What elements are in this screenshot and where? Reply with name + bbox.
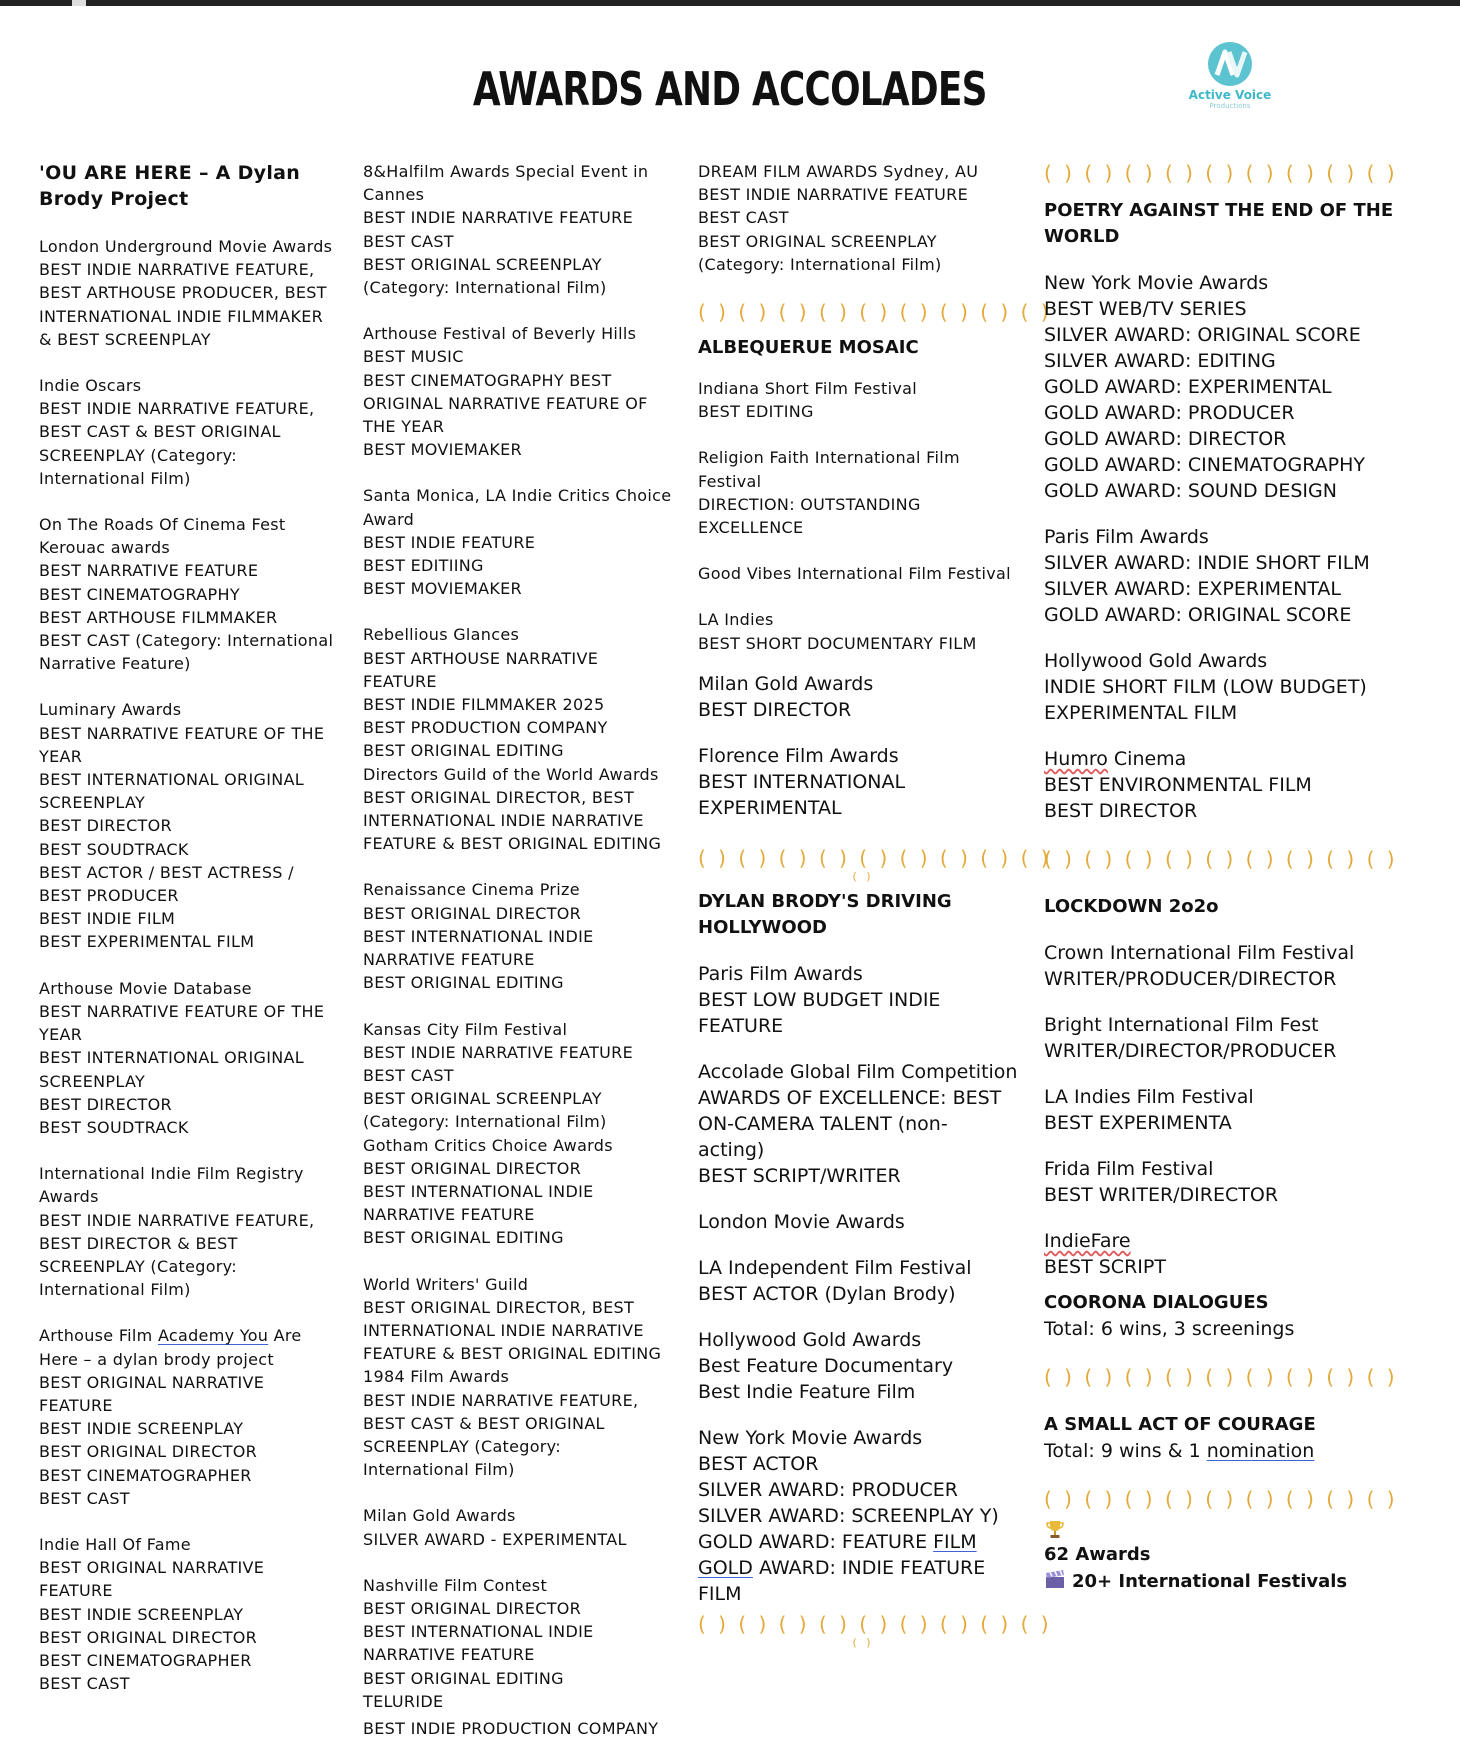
text-line — [698, 1555, 1028, 1581]
text-line: BEST ENVIRONMENTAL FILM — [1044, 774, 1312, 796]
text-line: Santa Monica, LA Indie Critics Choice — [363, 486, 672, 506]
nomination-link[interactable]: nomination — [1206, 1440, 1315, 1462]
column-poetry-lockdown — [1044, 160, 1398, 1595]
text-line: BEST CINEMATOGRAPHER — [39, 1650, 252, 1670]
text-line: FEATURE — [39, 1581, 113, 1601]
text-line: POETRY AGAINST THE END OF THE — [1044, 200, 1394, 221]
text-line: Good Vibes International Film Festival — [698, 564, 1011, 584]
text-line: BEST CAST — [39, 1674, 130, 1694]
text-line: BEST EDITING — [698, 402, 814, 422]
text-line: BEST ARTHOUSE FILMMAKER — [39, 607, 278, 627]
text-line: BEST EXPERIMENTA — [1044, 1112, 1232, 1134]
text-line: BEST ORIGINAL EDITING — [363, 1668, 564, 1688]
text-line: BEST INDIE FILMMAKER 2025 — [363, 695, 605, 715]
award-block — [698, 608, 1028, 654]
text-line: International Film) — [39, 1280, 191, 1300]
text-fragment: Are — [268, 1326, 302, 1346]
text-line: BEST ORIGINAL DIRECTOR — [363, 1158, 582, 1178]
text-line: BEST INDIE SCREENPLAY — [39, 1419, 244, 1439]
text-line: BEST INTERNATIONAL ORIGINAL — [39, 1048, 304, 1068]
award-block — [363, 322, 683, 461]
award-block — [1044, 1156, 1384, 1208]
text-line: 'OU ARE HERE – A Dylan — [39, 162, 301, 184]
award-block — [698, 1059, 1028, 1189]
laurel-divider: ( ) ( ) ( ) ( ) ( ) ( ) ( ) ( ) ( ) — [698, 1611, 1052, 1636]
text-line: 1984 Film Awards — [363, 1367, 510, 1387]
text-line: FEATURE & BEST ORIGINAL EDITING — [363, 834, 662, 854]
text-line: BEST INDIE FILM — [39, 909, 176, 929]
text-line: SILVER AWARD: ORIGINAL SCORE — [1044, 324, 1361, 346]
window-top-bar — [0, 0, 1460, 6]
award-block — [363, 1574, 683, 1740]
text-line: YEAR — [39, 1025, 83, 1045]
active-voice-logo — [1180, 40, 1280, 122]
award-block — [363, 623, 683, 855]
text-line: BEST LOW BUDGET INDIE — [698, 988, 941, 1011]
text-line: FEATURE & BEST ORIGINAL EDITING — [363, 1344, 662, 1364]
logo-subtext: Productions — [1209, 102, 1251, 110]
text-line: GOLD AWARD: EXPERIMENTAL — [1044, 376, 1332, 398]
award-block — [1044, 1084, 1384, 1136]
laurel-divider: ( ) ( ) ( ) ( ) ( ) ( ) ( ) ( ) ( ) — [1044, 1487, 1398, 1511]
text-line: BEST INDIE NARRATIVE FEATURE, — [39, 260, 315, 280]
text-line: Festival — [698, 471, 762, 491]
text-line: BEST ORIGINAL DIRECTOR — [39, 1627, 258, 1647]
award-block — [698, 446, 1028, 539]
text-line: (Category: International Film) — [363, 278, 607, 298]
text-line: INDIE SHORT FILM (LOW BUDGET) — [1044, 676, 1367, 698]
text-fragment: Cinema — [1107, 748, 1187, 770]
project-heading — [39, 160, 349, 212]
text-line: SCREENPLAY — [39, 793, 146, 813]
text-line: Arthouse Movie Database — [39, 978, 252, 998]
text-line: Milan Gold Awards — [363, 1506, 516, 1526]
text-line: BEST MUSIC — [363, 347, 464, 367]
text-line: London Underground Movie Awards — [39, 237, 333, 256]
award-block — [698, 961, 1028, 1039]
text-line: BEST NARRATIVE FEATURE OF THE — [39, 723, 325, 743]
award-block — [39, 235, 349, 351]
text-line: ON-CAMERA TALENT (non- — [698, 1112, 948, 1135]
text-line: SILVER AWARD: EXPERIMENTAL — [1044, 578, 1341, 600]
text-line: International Indie Film Registry — [39, 1164, 304, 1184]
award-block — [698, 671, 1028, 723]
text-line: Crown International Film Festival — [1044, 942, 1355, 964]
award-block — [363, 1273, 683, 1482]
text-line: acting) — [698, 1138, 765, 1161]
text-line: SILVER AWARD: EDITING — [1044, 350, 1276, 372]
text-line: & BEST SCREENPLAY — [39, 329, 211, 349]
text-line: GOLD AWARD: ORIGINAL SCORE — [1044, 604, 1352, 626]
text-line: International Film) — [39, 468, 191, 488]
total-text: Total: 6 wins, 3 screenings — [1044, 1318, 1295, 1340]
text-line: Hollywood Gold Awards — [1044, 650, 1268, 672]
text-line: FILM — [698, 1582, 742, 1605]
text-line: NARRATIVE FEATURE — [363, 1645, 535, 1665]
text-line: New York Movie Awards — [698, 1426, 923, 1449]
text-line: International Film) — [363, 1460, 515, 1480]
text-line: INTERNATIONAL INDIE FILMMAKER — [39, 306, 324, 326]
text-line: BEST INDIE NARRATIVE FEATURE — [363, 208, 633, 228]
award-block — [363, 484, 683, 600]
text-fragment: 20+ International Festivals — [1072, 1571, 1348, 1592]
text-line: BEST CINEMATOGRAPHER — [39, 1465, 252, 1485]
text-line: BEST SOUDTRACK — [39, 1117, 189, 1137]
laurel-divider: ( ) ( ) ( ) ( ) ( ) ( ) ( ) ( ) ( ) — [1044, 1365, 1398, 1389]
text-line: Luminary Awards — [39, 700, 182, 720]
section-heading: LOCKDOWN 2o2o — [1044, 896, 1219, 917]
text-line: BEST ACTOR — [698, 1452, 819, 1475]
text-fragment: Arthouse Film — [39, 1326, 158, 1346]
text-line: WORLD — [1044, 226, 1120, 247]
laurel-divider-small: ( ) — [852, 869, 874, 883]
text-line: SCREENPLAY — [39, 1071, 146, 1091]
text-line: Religion Faith International Film — [698, 448, 960, 468]
text-line: BEST CAST — [39, 1488, 130, 1508]
text-line: Paris Film Awards — [1044, 526, 1209, 548]
text-line: Kansas City Film Festival — [363, 1019, 568, 1039]
text-line: EXPERIMENTAL — [698, 796, 842, 819]
text-line: BEST MOVIEMAKER — [363, 579, 522, 599]
text-line: BEST INDIE NARRATIVE FEATURE — [363, 1042, 633, 1062]
text-line: BEST DIRECTOR — [39, 1094, 172, 1114]
award-block — [39, 1162, 349, 1301]
text-line: BEST INDIE NARRATIVE FEATURE — [698, 185, 968, 205]
section-heading: ALBEQUERUE MOSAIC — [698, 337, 919, 359]
text-line: BEST ORIGINAL DIRECTOR — [39, 1442, 258, 1462]
text-line: BEST INTERNATIONAL INDIE — [363, 926, 594, 946]
text-line: Nashville Film Contest — [363, 1575, 548, 1595]
award-block — [39, 977, 349, 1139]
award-block — [363, 1504, 683, 1550]
text-line: BEST WRITER/DIRECTOR — [1044, 1184, 1279, 1206]
text-line: BEST INDIE SCREENPLAY — [39, 1604, 244, 1624]
text-line: FEATURE — [363, 671, 437, 691]
text-line: LA Indies — [698, 610, 774, 630]
academy-link[interactable]: Academy You — [157, 1326, 269, 1346]
award-block — [698, 743, 1028, 821]
text-line: BEST ARTHOUSE PRODUCER, BEST — [39, 283, 327, 303]
text-line: BEST INTERNATIONAL INDIE — [363, 1181, 594, 1201]
text-line: Rebellious Glances — [363, 625, 520, 645]
text-line: Indie Hall Of Fame — [39, 1534, 191, 1554]
award-block — [363, 1018, 683, 1250]
text-line: BEST EDITIING — [363, 556, 484, 576]
text-line: BEST NARRATIVE FEATURE OF THE — [39, 1001, 325, 1021]
text-line: NARRATIVE FEATURE — [363, 1205, 535, 1225]
text-line: BEST DIRECTOR — [698, 698, 852, 721]
text-line: BEST ORIGINAL EDITING — [363, 741, 564, 761]
text-line: London Movie Awards — [698, 1210, 905, 1233]
section-heading: COORONA DIALOGUES — [1044, 1292, 1269, 1313]
text-line: BEST NARRATIVE FEATURE — [39, 561, 259, 581]
text-line: Here – a dylan brody project — [39, 1349, 274, 1369]
text-line: Brody Project — [39, 188, 189, 210]
text-line: BEST EXPERIMENTAL FILM — [39, 932, 255, 952]
text-line: BEST CINEMATOGRAPHY — [39, 584, 240, 604]
award-block — [698, 377, 1028, 423]
text-line: ORIGINAL NARRATIVE FEATURE OF — [363, 393, 648, 413]
text-line: LA Indies Film Festival — [1044, 1086, 1254, 1108]
festivals-count-row — [1044, 1568, 1384, 1595]
award-block — [1044, 1228, 1384, 1280]
text-line: BEST SHORT DOCUMENTARY FILM — [698, 633, 977, 653]
text-line: SILVER AWARD: INDIE SHORT FILM — [1044, 552, 1370, 574]
text-line: BEST ORIGINAL SCREENPLAY — [363, 1089, 602, 1109]
text-line: Florence Film Awards — [698, 744, 899, 767]
text-fragment: GOLD AWARD: FEATURE — [698, 1530, 934, 1553]
text-line: GOLD AWARD: CINEMATOGRAPHY — [1044, 454, 1365, 476]
award-block — [1044, 524, 1384, 628]
awards-count: 62 Awards — [1044, 1544, 1151, 1565]
text-line: AWARDS OF EXCELLENCE: BEST — [698, 1086, 1002, 1109]
text-line: FEATURE — [39, 1395, 113, 1415]
text-line: Accolade Global Film Competition — [698, 1060, 1018, 1083]
text-line: BEST INTERNATIONAL INDIE — [363, 1622, 594, 1642]
text-line: THE YEAR — [363, 417, 445, 437]
column-albuquerque-driving — [698, 160, 1052, 1649]
text-line: BEST CAST (Category: International — [39, 631, 334, 651]
text-line — [39, 1324, 349, 1347]
text-line: BEST CAST — [698, 208, 789, 228]
award-block — [698, 1255, 1028, 1307]
text-line: BEST CINEMATOGRAPHY BEST — [363, 370, 612, 390]
logo-text: Active Voice — [1188, 88, 1272, 102]
text-line: BEST ACTOR / BEST ACTRESS / — [39, 862, 294, 882]
text-line: Paris Film Awards — [698, 962, 863, 985]
text-line: Arthouse Festival of Beverly Hills — [363, 324, 637, 344]
text-line: TELURIDE — [363, 1691, 444, 1711]
text-line: BEST ORIGINAL SCREENPLAY — [698, 231, 937, 251]
award-block — [39, 374, 349, 490]
text-line — [1044, 746, 1384, 772]
text-line: BEST CAST — [363, 1065, 454, 1085]
gold-link[interactable]: GOLD — [698, 1556, 753, 1579]
award-block — [698, 562, 1028, 585]
text-line: BEST ORIGINAL EDITING — [363, 973, 564, 993]
section-heading — [1044, 198, 1394, 250]
text-line: NARRATIVE FEATURE — [363, 950, 535, 970]
text-line: YEAR — [39, 746, 83, 766]
text-line: Frida Film Festival — [1044, 1158, 1214, 1180]
award-block — [39, 1324, 349, 1510]
laurel-divider: ( ) ( ) ( ) ( ) ( ) ( ) ( ) ( ) ( ) — [1044, 847, 1398, 871]
text-line: BEST ACTOR (Dylan Brody) — [698, 1282, 956, 1305]
award-block — [39, 513, 349, 675]
award-block — [1044, 648, 1384, 726]
text-line: BEST SCRIPT — [1044, 1256, 1166, 1278]
text-line: BEST CAST & BEST ORIGINAL — [39, 422, 281, 442]
column-festivals — [363, 160, 683, 1740]
text-line: Award — [363, 509, 415, 529]
laurel-divider: ( ) ( ) ( ) ( ) ( ) ( ) ( ) ( ) ( ) — [698, 845, 1052, 870]
award-block — [698, 160, 1028, 276]
text-line: Milan Gold Awards — [698, 672, 874, 695]
section-heading: A SMALL ACT OF COURAGE — [1044, 1414, 1316, 1435]
text-line: BEST SOUDTRACK — [39, 839, 189, 859]
text-line: BEST INTERNATIONAL ORIGINAL — [39, 770, 304, 790]
text-line: Best Feature Documentary — [698, 1354, 954, 1377]
text-line: BEST ORIGINAL NARRATIVE — [39, 1372, 265, 1392]
text-line: BEST MOVIEMAKER — [363, 440, 522, 460]
text-line: BEST ORIGINAL DIRECTOR — [363, 903, 582, 923]
window-tab[interactable] — [72, 0, 86, 6]
text-line: BEST CAST — [363, 231, 454, 251]
column-you-are-here — [39, 160, 349, 1718]
text-line: BEST ARTHOUSE NARRATIVE — [363, 648, 599, 668]
laurel-divider: ( ) ( ) ( ) ( ) ( ) ( ) ( ) ( ) ( ) — [698, 300, 1052, 325]
text-line: EXPERIMENTAL FILM — [1044, 702, 1238, 724]
film-link[interactable]: FILM — [933, 1530, 977, 1553]
text-line: BEST INDIE PRODUCTION COMPANY — [363, 1718, 659, 1738]
text-line: BEST INDIE NARRATIVE FEATURE, — [39, 1210, 315, 1230]
text-line: WRITER/DIRECTOR/PRODUCER — [1044, 1040, 1337, 1062]
humro-name: Humro — [1044, 748, 1108, 770]
text-line — [1044, 1228, 1384, 1254]
award-block — [363, 878, 683, 994]
active-voice-logo-icon — [1206, 40, 1254, 88]
award-block — [698, 1425, 1028, 1607]
award-block — [1044, 270, 1384, 504]
text-line: 8&Halfilm Awards Special Event in — [363, 162, 649, 181]
text-line: BEST INTERNATIONAL — [698, 770, 906, 793]
clapperboard-icon — [1044, 1568, 1066, 1590]
indiefare-name: IndieFare — [1044, 1230, 1131, 1252]
text-line: Bright International Film Fest — [1044, 1014, 1319, 1036]
page-title: AWARDS AND ACCOLADES — [472, 62, 987, 116]
text-fragment: AWARD: INDIE FEATURE — [752, 1556, 986, 1579]
text-line: BEST ORIGINAL SCREENPLAY — [363, 254, 602, 274]
text-line: INTERNATIONAL INDIE NARRATIVE — [363, 1320, 644, 1340]
laurel-divider-small: ( ) — [852, 1635, 874, 1649]
text-line: DYLAN BRODY'S DRIVING — [698, 890, 952, 912]
text-line: BEST DIRECTOR — [39, 816, 172, 836]
award-block — [363, 160, 683, 299]
text-line: Kerouac awards — [39, 538, 171, 558]
total-text — [1044, 1438, 1384, 1464]
text-line: SCREENPLAY (Category: — [39, 1256, 237, 1276]
text-line: SCREENPLAY (Category: — [363, 1436, 561, 1456]
text-line: Awards — [39, 1187, 99, 1207]
award-block — [698, 1327, 1028, 1405]
award-block — [39, 698, 349, 953]
text-line: WRITER/PRODUCER/DIRECTOR — [1044, 968, 1337, 990]
text-line: EXCELLENCE — [698, 518, 804, 538]
text-line: BEST PRODUCTION COMPANY — [363, 718, 608, 738]
text-line: SILVER AWARD: SCREENPLAY Y) — [698, 1504, 999, 1527]
text-line: BEST DIRECTOR & BEST — [39, 1233, 238, 1253]
laurel-divider: ( ) ( ) ( ) ( ) ( ) ( ) ( ) ( ) ( ) — [1044, 161, 1398, 185]
section-heading — [698, 889, 1028, 941]
text-line: BEST WEB/TV SERIES — [1044, 298, 1247, 320]
text-line: On The Roads Of Cinema Fest — [39, 515, 286, 535]
text-line: SCREENPLAY (Category: — [39, 445, 237, 465]
text-line: BEST ORIGINAL NARRATIVE — [39, 1558, 265, 1578]
award-block — [1044, 1012, 1384, 1064]
text-line: BEST SCRIPT/WRITER — [698, 1164, 901, 1187]
text-line: GOLD AWARD: SOUND DESIGN — [1044, 480, 1337, 502]
text-line — [698, 1529, 1028, 1555]
text-line: Narrative Feature) — [39, 654, 191, 674]
text-line: Gotham Critics Choice Awards — [363, 1135, 613, 1155]
text-line: HOLLYWOOD — [698, 916, 827, 938]
text-line: GOLD AWARD: PRODUCER — [1044, 402, 1295, 424]
text-line: BEST INDIE NARRATIVE FEATURE, — [363, 1390, 639, 1410]
text-line: Indiana Short Film Festival — [698, 379, 917, 399]
text-line: BEST ORIGINAL DIRECTOR, BEST — [363, 1297, 635, 1317]
text-line: (Category: International Film) — [363, 1112, 607, 1132]
text-line: Best Indie Feature Film — [698, 1380, 916, 1403]
text-line: DREAM FILM AWARDS Sydney, AU — [698, 162, 979, 181]
text-line: SILVER AWARD: PRODUCER — [698, 1478, 959, 1501]
text-line: Directors Guild of the World Awards — [363, 764, 659, 784]
text-line: World Writers' Guild — [363, 1274, 529, 1294]
text-line: BEST PRODUCER — [39, 886, 179, 906]
award-block — [698, 1209, 1028, 1235]
text-line: GOLD AWARD: DIRECTOR — [1044, 428, 1287, 450]
text-line: BEST ORIGINAL DIRECTOR — [363, 1598, 582, 1618]
text-line: BEST ORIGINAL DIRECTOR, BEST — [363, 787, 635, 807]
award-block — [1044, 746, 1384, 824]
text-line: BEST CAST & BEST ORIGINAL — [363, 1413, 605, 1433]
award-block — [1044, 940, 1384, 992]
text-line: LA Independent Film Festival — [698, 1256, 972, 1279]
text-line: BEST DIRECTOR — [1044, 800, 1198, 822]
award-block — [39, 1533, 349, 1695]
text-line: (Category: International Film) — [698, 254, 942, 274]
text-fragment: Total: 9 wins & 1 — [1044, 1440, 1207, 1462]
text-line: DIRECTION: OUTSTANDING — [698, 494, 921, 514]
text-line: Hollywood Gold Awards — [698, 1328, 922, 1351]
text-line: FEATURE — [698, 1014, 784, 1037]
text-line: BEST INDIE NARRATIVE FEATURE, — [39, 399, 315, 419]
text-line: BEST INDIE FEATURE — [363, 532, 536, 552]
text-line: SILVER AWARD - EXPERIMENTAL — [363, 1529, 627, 1549]
text-line: Indie Oscars — [39, 376, 142, 396]
text-line: INTERNATIONAL INDIE NARRATIVE — [363, 811, 644, 831]
text-line: Cannes — [363, 185, 425, 205]
trophy-icon — [1044, 1518, 1384, 1542]
text-line: New York Movie Awards — [1044, 272, 1269, 294]
text-line: BEST ORIGINAL EDITING — [363, 1228, 564, 1248]
text-line: Renaissance Cinema Prize — [363, 880, 580, 900]
